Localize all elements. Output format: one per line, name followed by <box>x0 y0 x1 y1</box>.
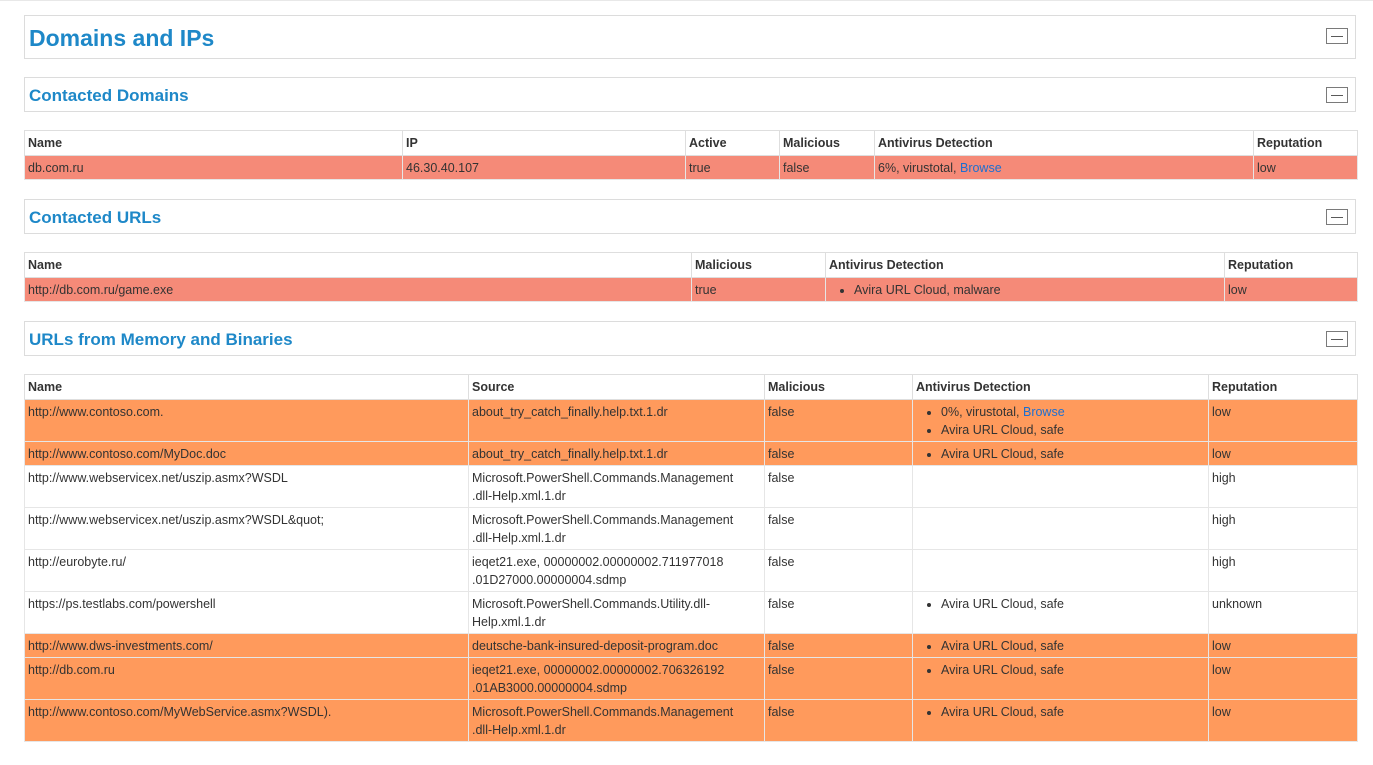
source-line: .dll-Help.xml.1.dr <box>472 489 566 503</box>
malicious-cell: false <box>780 156 875 180</box>
table-row <box>25 700 1358 742</box>
source-line: Microsoft.PowerShell.Commands.Management <box>472 513 734 527</box>
antivirus-list <box>916 595 1205 613</box>
column-header[interactable]: Antivirus Detection <box>913 375 1209 400</box>
column-header[interactable]: Malicious <box>780 131 875 156</box>
top-divider <box>0 0 1373 1</box>
table-row <box>25 278 1358 302</box>
malicious-cell: false <box>765 700 913 742</box>
antivirus-item: • Avira URL Cloud, safe <box>941 421 1205 439</box>
column-header[interactable]: Name <box>25 375 469 400</box>
source-cell <box>469 592 765 634</box>
url-name-cell: http://www.dws-investments.com/ <box>25 634 469 658</box>
url-name-cell: http://db.com.ru/game.exe <box>25 278 692 302</box>
reputation-cell: low <box>1209 442 1358 466</box>
antivirus-cell <box>913 634 1209 658</box>
reputation-cell: low <box>1225 278 1358 302</box>
source-cell <box>469 634 765 658</box>
page-title: Domains and IPs <box>29 25 215 51</box>
malicious-cell: false <box>765 508 913 550</box>
column-header[interactable]: Reputation <box>1225 253 1358 278</box>
reputation-cell: low <box>1209 400 1358 442</box>
reputation-cell: low <box>1209 658 1358 700</box>
urls-memory-body <box>25 400 1358 742</box>
reputation-cell: unknown <box>1209 592 1358 634</box>
antivirus-cell <box>913 550 1209 592</box>
antivirus-cell <box>875 156 1254 180</box>
table-row <box>25 592 1358 634</box>
malicious-cell: false <box>765 442 913 466</box>
reputation-cell: high <box>1209 466 1358 508</box>
source-cell <box>469 400 765 442</box>
antivirus-cell <box>913 466 1209 508</box>
column-header[interactable]: Antivirus Detection <box>875 131 1254 156</box>
source-cell <box>469 658 765 700</box>
antivirus-cell <box>913 658 1209 700</box>
contacted-domains-table <box>24 130 1358 180</box>
antivirus-cell <box>913 700 1209 742</box>
urls-memory-header <box>24 321 1356 356</box>
source-cell <box>469 700 765 742</box>
url-name-cell: http://www.contoso.com/MyWebService.asmx?WSDL). <box>25 700 469 742</box>
malicious-cell: false <box>765 592 913 634</box>
ip-cell: 46.30.40.107 <box>403 156 686 180</box>
reputation-cell: low <box>1254 156 1358 180</box>
url-name-cell: http://eurobyte.ru/ <box>25 550 469 592</box>
domains-ips-header <box>24 15 1356 59</box>
column-header[interactable]: IP <box>403 131 686 156</box>
antivirus-list <box>916 445 1205 463</box>
collapse-icon[interactable] <box>1326 87 1348 103</box>
table-row <box>25 156 1358 180</box>
table-header-row <box>25 131 1358 156</box>
antivirus-cell <box>913 442 1209 466</box>
antivirus-list <box>829 281 1221 299</box>
source-line: Microsoft.PowerShell.Commands.Management <box>472 705 734 719</box>
malicious-cell: false <box>765 634 913 658</box>
source-line: .01AB3000.00000004.sdmp <box>472 681 627 695</box>
table-row <box>25 658 1358 700</box>
section-title-urls-memory: URLs from Memory and Binaries <box>29 330 293 349</box>
antivirus-item: • Avira URL Cloud, safe <box>941 595 1205 613</box>
contacted-urls-table <box>24 252 1358 302</box>
source-line: .01D27000.00000004.sdmp <box>472 573 627 587</box>
source-line: about_try_catch_finally.help.txt.1.dr <box>472 447 668 461</box>
antivirus-item <box>941 403 1205 421</box>
reputation-cell: low <box>1209 700 1358 742</box>
malicious-cell: false <box>765 400 913 442</box>
antivirus-item: • Avira URL Cloud, safe <box>941 661 1205 679</box>
url-name-cell: http://www.webservicex.net/uszip.asmx?WSDL&quot; <box>25 508 469 550</box>
column-header[interactable]: Reputation <box>1254 131 1358 156</box>
urls-memory-table <box>24 374 1358 742</box>
source-line: Microsoft.PowerShell.Commands.Utility.dll- <box>472 597 711 611</box>
domain-name-cell: db.com.ru <box>25 156 403 180</box>
source-cell <box>469 442 765 466</box>
browse-link[interactable]: Browse <box>1022 405 1065 419</box>
column-header[interactable]: Active <box>686 131 780 156</box>
column-header[interactable]: Source <box>469 375 765 400</box>
column-header[interactable]: Reputation <box>1209 375 1358 400</box>
antivirus-list <box>916 703 1205 721</box>
source-cell <box>469 508 765 550</box>
source-line: deutsche-bank-insured-deposit-program.doc <box>472 639 718 653</box>
contacted-urls-header <box>24 199 1356 234</box>
source-line: .dll-Help.xml.1.dr <box>472 531 566 545</box>
source-line: about_try_catch_finally.help.txt.1.dr <box>472 405 668 419</box>
antivirus-list <box>916 403 1205 439</box>
table-row <box>25 550 1358 592</box>
column-header[interactable]: Name <box>25 253 692 278</box>
contacted-domains-header <box>24 77 1356 112</box>
antivirus-cell <box>913 400 1209 442</box>
table-row <box>25 508 1358 550</box>
url-name-cell: http://www.webservicex.net/uszip.asmx?WSDL <box>25 466 469 508</box>
reputation-cell: high <box>1209 550 1358 592</box>
table-header-row <box>25 375 1358 400</box>
antivirus-item: • Avira URL Cloud, safe <box>941 703 1205 721</box>
active-cell: true <box>686 156 780 180</box>
malicious-cell: false <box>765 466 913 508</box>
antivirus-item: • Avira URL Cloud, safe <box>941 637 1205 655</box>
antivirus-item: • Avira URL Cloud, safe <box>941 445 1205 463</box>
section-title-contacted-urls: Contacted URLs <box>29 208 162 227</box>
antivirus-item: • Avira URL Cloud, malware <box>854 281 1221 299</box>
antivirus-cell <box>826 278 1225 302</box>
antivirus-cell <box>913 508 1209 550</box>
url-name-cell: http://www.contoso.com/MyDoc.doc <box>25 442 469 466</box>
url-name-cell: http://db.com.ru <box>25 658 469 700</box>
antivirus-text: 0%, virustotal, <box>941 405 1023 419</box>
collapse-icon[interactable] <box>1326 331 1348 347</box>
source-cell <box>469 466 765 508</box>
table-row <box>25 442 1358 466</box>
antivirus-list <box>916 661 1205 679</box>
source-line: .dll-Help.xml.1.dr <box>472 723 566 737</box>
malicious-cell: false <box>765 550 913 592</box>
source-line: Help.xml.1.dr <box>472 615 546 629</box>
source-line: ieqet21.exe, 00000002.00000002.711977018 <box>472 555 724 569</box>
table-row <box>25 466 1358 508</box>
column-header[interactable]: Malicious <box>765 375 913 400</box>
malicious-cell: true <box>692 278 826 302</box>
collapse-icon[interactable] <box>1326 28 1348 44</box>
url-name-cell: https://ps.testlabs.com/powershell <box>25 592 469 634</box>
antivirus-text: 6%, virustotal, <box>878 161 960 175</box>
column-header[interactable]: Malicious <box>692 253 826 278</box>
reputation-cell: high <box>1209 508 1358 550</box>
browse-link[interactable]: Browse <box>959 161 1002 175</box>
source-line: Microsoft.PowerShell.Commands.Management <box>472 471 734 485</box>
antivirus-cell <box>913 592 1209 634</box>
section-title-contacted-domains: Contacted Domains <box>29 86 189 105</box>
collapse-icon[interactable] <box>1326 209 1348 225</box>
malicious-cell: false <box>765 658 913 700</box>
table-row <box>25 634 1358 658</box>
reputation-cell: low <box>1209 634 1358 658</box>
source-cell <box>469 550 765 592</box>
table-header-row <box>25 253 1358 278</box>
antivirus-list <box>916 637 1205 655</box>
table-row <box>25 400 1358 442</box>
source-line: ieqet21.exe, 00000002.00000002.706326192 <box>472 663 725 677</box>
column-header[interactable]: Antivirus Detection <box>826 253 1225 278</box>
url-name-cell: http://www.contoso.com. <box>25 400 469 442</box>
column-header[interactable]: Name <box>25 131 403 156</box>
